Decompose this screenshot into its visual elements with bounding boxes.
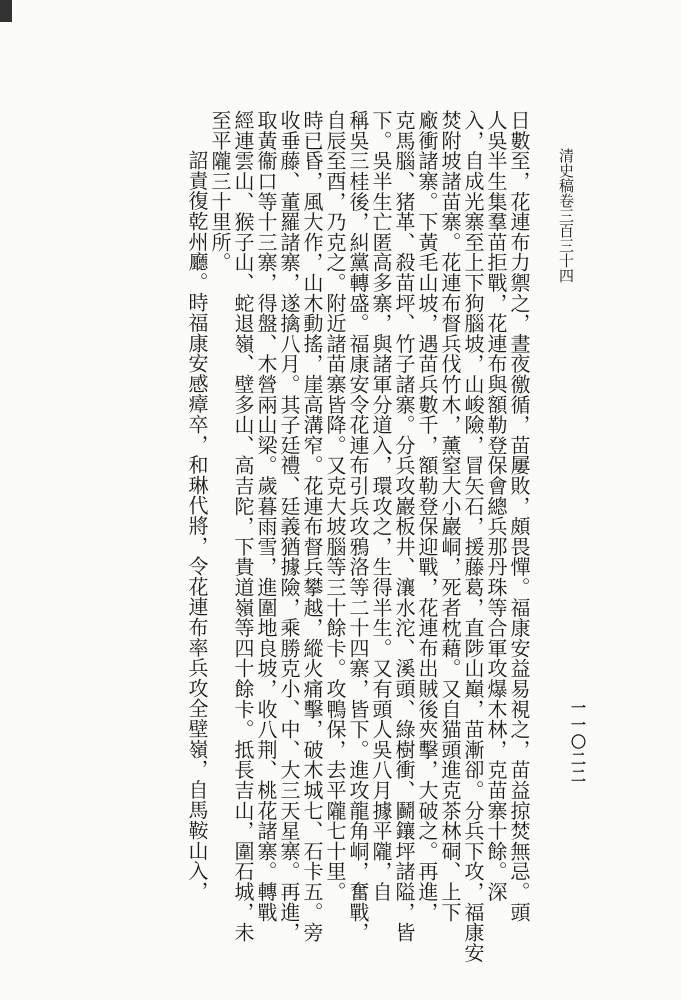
text-column-2: 人吳半生集羣苗拒戰，花連布與額勒登保會總兵那丹珠等合軍攻爆木林，克苗寨十餘。深 xyxy=(484,110,508,902)
text-column-6: 克馬腦、猪革、殺苗坪、竹子諸寨。分兵攻巖板井、瀼水沱、溪頭、綠樹衝、鬬鑲坪諸隘，皆 xyxy=(392,110,416,943)
text-column-3: 入，自成光寨至上下狗腦坡，山峻險，冒矢石，援藤葛，直陟山巔，苗漸卻。分兵下攻，福康安 xyxy=(461,110,485,963)
page-number: 一一〇二二 xyxy=(569,700,587,785)
text-column-9: 自辰至酉，乃克之。附近諸苗寨皆降。又克大坡腦等三十餘卡。攻鴨保，去平隴七十里。 xyxy=(323,110,347,902)
text-column-10: 時已昏，風大作，山木動搖，崖高溝窄。花連布督兵攀越，縱火痛擊，破木城七、石卡五。旁 xyxy=(300,110,324,943)
body-text xyxy=(100,110,531,963)
running-header-title: 清史稿卷三百三十四 xyxy=(557,148,575,283)
scan-edge-mark xyxy=(0,0,12,22)
text-column-7: 下。吳半生亡匿高多寨，與諸軍分道入，環攻之，生得半生。又有頭人吳八月據平隴，自 xyxy=(369,110,393,902)
text-column-12: 取黃衞口等十三寨，得盤、木營兩山梁。歲暮雨雪，進圍地良坡，收八荆、桃花諸寨。轉戰 xyxy=(254,110,278,922)
text-column-1: 日數至，花連布力禦之，晝夜徼循，苗屢敗，頗畏憚。福康安益易視之，苗益掠焚無忌。頭 xyxy=(507,110,531,922)
text-column-11: 收垂藤、董羅諸寨，遂擒八月。其子廷禮、廷義猶據險，乘勝克小、中、大三天星寨。再進， xyxy=(277,110,301,943)
text-column-14: 至平隴三十里所。 xyxy=(208,110,232,273)
text-column-13: 經連雲山、猴子山、蛇退嶺、壁多山、高吉陀，下貴道嶺等四十餘卡。抵長吉山，圍石城，未 xyxy=(231,110,255,943)
text-column-8: 稱吳三桂後，糾黨轉盛。福康安令花連布引兵攻鴉洛等二十四寨，皆下。進攻龍角峒，奮戰， xyxy=(346,110,370,943)
text-column-5: 廠衝諸寨。下黃毛山坡，遇苗兵數千，額勒登保迎戰，花連布出賊後夾擊，大破之。再進， xyxy=(415,110,439,922)
text-column-4: 焚附坡諸苗寨。花連布督兵伐竹木，薰窒大小巖峒，死者枕藉。又自猫頭進克茶林硐、上下 xyxy=(438,110,462,922)
text-column-15: 詔責復乾州廳。時福康安感瘴卒，和琳代將，令花連布率兵攻全壁嶺，自馬鞍山入， xyxy=(185,150,209,902)
